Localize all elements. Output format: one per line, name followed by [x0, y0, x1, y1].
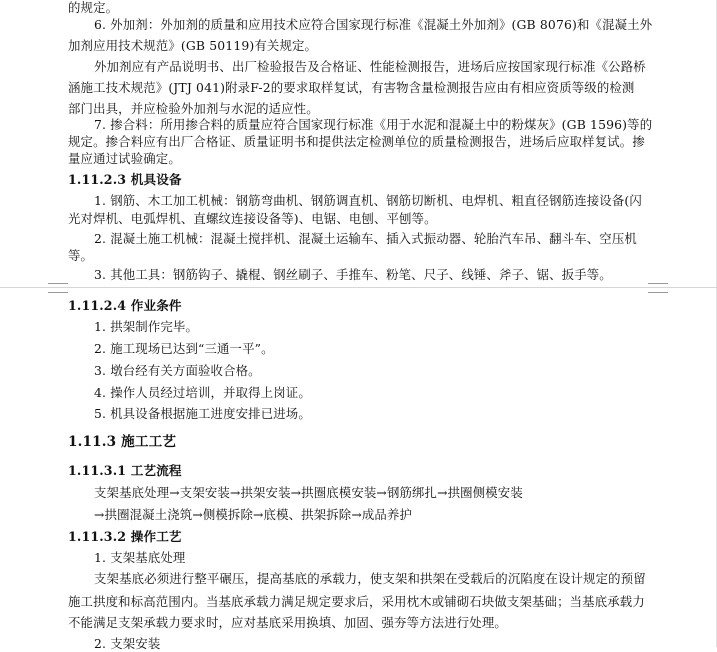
- flow-line: →拱圈混凝土浇筑→侧模拆除→底模、拱架拆除→成品养护: [94, 507, 413, 522]
- text-line: 加剂应用技术规范》(GB 50119)有关规定。: [68, 38, 318, 53]
- list-item: 4. 操作人员经过培训，并取得上岗证。: [94, 385, 311, 400]
- text-line: 支架基底必须进行整平碾压，提高基底的承载力，使支架和拱架在受载后的沉陷度在设计规定的预留: [94, 571, 646, 586]
- text-line: 外加剂应有产品说明书、出厂检验报告及合格证、性能检测报告，进场后应按国家现行标准《公路桥: [94, 59, 646, 74]
- section-heading: 1.11.2.4 作业条件: [68, 298, 182, 313]
- crop-mark-right: [648, 283, 668, 293]
- flow-line: 支架基底处理→支架安装→拱架安装→拱圈底模安装→钢筋绑扎→拱圈侧模安装: [94, 485, 523, 500]
- text-line: 等。: [68, 248, 94, 263]
- text-line: 1. 钢筋、木工加工机械：钢筋弯曲机、钢筋调直机、钢筋切断机、电焊机、粗直径钢筋连接设备(闪: [94, 193, 642, 208]
- crop-mark-left: [48, 283, 68, 293]
- section-heading: 1.11.2.3 机具设备: [68, 172, 182, 187]
- text-line: 部门出具，并应检验外加剂与水泥的适应性。: [68, 101, 319, 116]
- text-line: 光对焊机、电弧焊机、直螺纹连接设备等)、电锯、电刨、平刨等。: [68, 211, 437, 226]
- list-item: 5. 机具设备根据施工进度安排已进场。: [94, 406, 311, 421]
- section-heading: 1.11.3.1 工艺流程: [68, 463, 182, 478]
- text-line: 量应通过试验确定。: [68, 151, 181, 166]
- chapter-heading: 1.11.3 施工工艺: [68, 434, 177, 450]
- text-line: 规定。掺合料应有出厂合格证、质量证明书和提供法定检测单位的质量检测报告，进场后应取样复试。掺: [68, 134, 645, 149]
- list-item: 2. 施工现场已达到“三通一平”。: [94, 341, 274, 356]
- list-item: 2. 支架安装: [94, 636, 161, 651]
- text-line: 3. 其他工具：钢筋钩子、撬棍、钢丝刷子、手推车、粉笔、尺子、线锤、斧子、锯、扳手等。: [94, 267, 612, 282]
- page-break: [0, 287, 717, 295]
- text-line: 涵施工技术规范》(JTJ 041)附录F-2的要求取样复试，有害物含量检测报告应由有相应资质等级的检测: [68, 80, 635, 95]
- list-item: 1. 支架基底处理: [94, 550, 186, 565]
- text-line: 的规定。: [68, 0, 119, 15]
- text-line: 不能满足支架承载力要求时，应对基底采用换填、加固、强夯等方法进行处理。: [68, 615, 507, 630]
- list-item: 3. 墩台经有关方面验收合格。: [94, 363, 261, 378]
- text-line: 6. 外加剂：外加剂的质量和应用技术应符合国家现行标准《混凝土外加剂》(GB 8076)和《混凝土外: [94, 17, 653, 32]
- text-line: 2. 混凝土施工机械：混凝土搅拌机、混凝土运输车、插入式振动器、轮胎汽车吊、翻斗车、空压机: [94, 231, 637, 246]
- section-heading: 1.11.3.2 操作工艺: [68, 529, 182, 544]
- text-line: 施工拱度和标高范围内。当基底承载力满足规定要求后，采用枕木或铺砌石块做支架基础；当基底承载力: [68, 594, 645, 609]
- text-line: 7. 掺合料：所用掺合料的质量应符合国家现行标准《用于水泥和混凝土中的粉煤灰》(GB 1596)等的: [94, 117, 653, 132]
- list-item: 1. 拱架制作完毕。: [94, 319, 198, 334]
